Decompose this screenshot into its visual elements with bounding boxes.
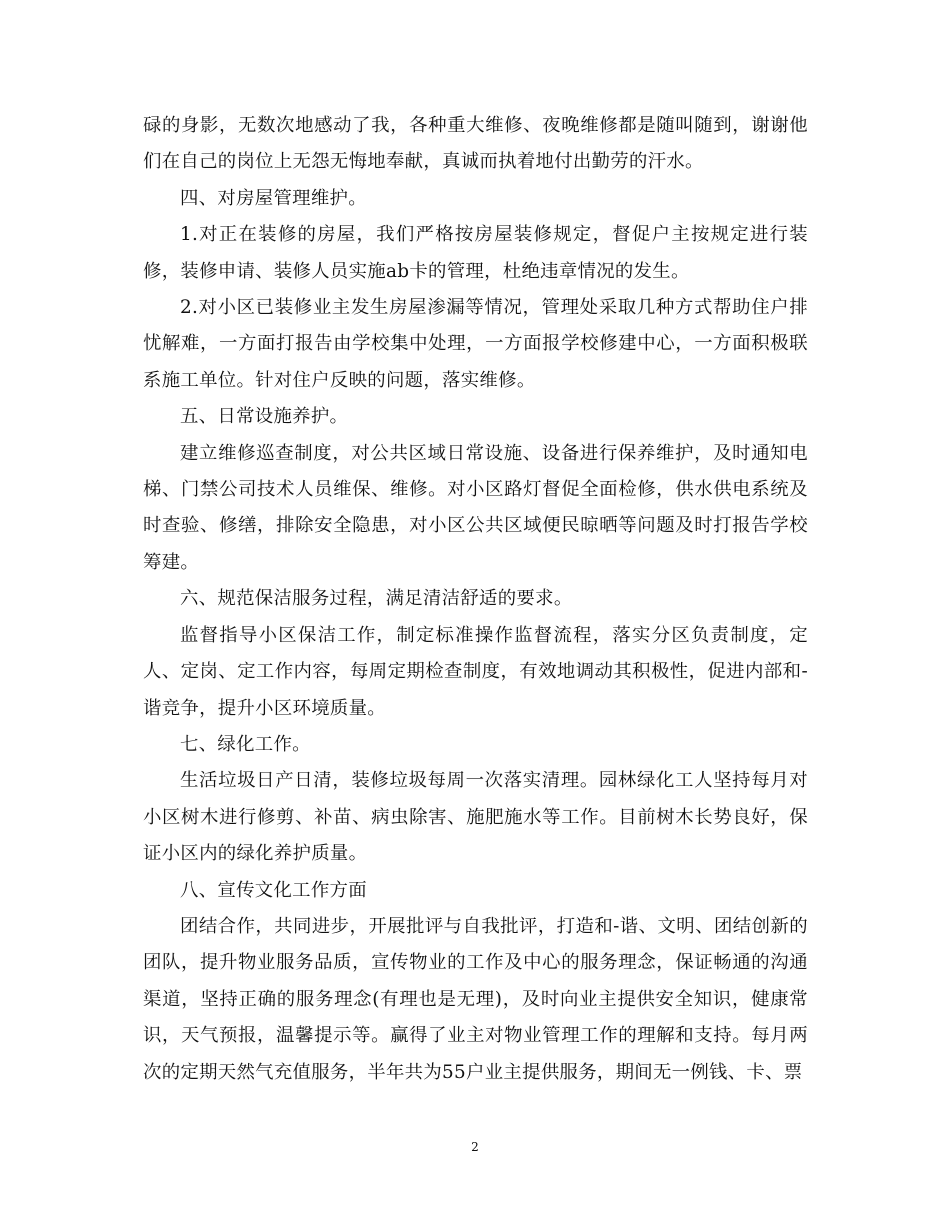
paragraph-leakage-handling: 2.对小区已装修业主发生房屋渗漏等情况，管理处采取几种方式帮助住户排忧解难，一方面打报告由学校集中处理，一方面报学校修建中心，一方面积极联系施工单位。针对住户反映的问题，落实维修。 (143, 297, 808, 391)
paragraph-greening-work: 生活垃圾日产日清，装修垃圾每周一次落实清理。园林绿化工人坚持每月对小区树木进行修剪、补苗、病虫除害、施肥施水等工作。目前树木长势良好，保证小区内的绿化养护质量。 (143, 770, 808, 865)
section-heading-publicity-culture: 八、宣传文化工作方面 (180, 879, 367, 901)
paragraph-cleaning-supervision: 监督指导小区保洁工作，制定标准操作监督流程，落实分区负责制度，定人、定岗、定工作内容，每周定期检查制度，有效地调动其积极性，促进内部和-谐竞争，提升小区环境质量。 (143, 624, 808, 719)
document-body (143, 108, 808, 1091)
page-number: 2 (471, 1140, 479, 1154)
paragraph-continuation: 碌的身影，无数次地感动了我，各种重大维修、夜晚维修都是随叫随到，谢谢他们在自己的岗位上无怨无悔地奉献，真诚而执着地付出勤劳的汗水。 (143, 115, 808, 173)
section-heading-cleaning-service: 六、规范保洁服务过程，满足清洁舒适的要求。 (180, 588, 573, 610)
section-heading-house-maintenance: 四、对房屋管理维护。 (180, 187, 367, 209)
section-heading-greening: 七、绿化工作。 (180, 733, 311, 755)
paragraph-teamwork-service: 团结合作，共同进步，开展批评与自我批评，打造和-谐、文明、团结创新的团队，提升物业服务品质，宣传物业的工作及中心的服务理念，保证畅通的沟通渠道，坚持正确的服务理念(有理也是无理)，及时向业主提供安全知识，健康常识，天气预报，温馨提示等。赢得了业主对物业管理工作的理解和支持。每月两次的定期天然气充值服务，半年共为55户业主提供服务，期间无一例钱、卡、票 (143, 915, 808, 1083)
paragraph-inspection-system: 建立维修巡查制度，对公共区域日常设施、设备进行保养维护，及时通知电梯、门禁公司技术人员维保、维修。对小区路灯督促全面检修，供水供电系统及时查验、修缮，排除安全隐患，对小区公共区域便民晾晒等问题及时打报告学校筹建。 (143, 442, 808, 573)
section-heading-facility-upkeep: 五、日常设施养护。 (180, 406, 349, 428)
paragraph-renovation-management: 1.对正在装修的房屋，我们严格按房屋装修规定，督促户主按规定进行装修，装修申请、装修人员实施ab卡的管理，杜绝违章情况的发生。 (143, 224, 808, 282)
